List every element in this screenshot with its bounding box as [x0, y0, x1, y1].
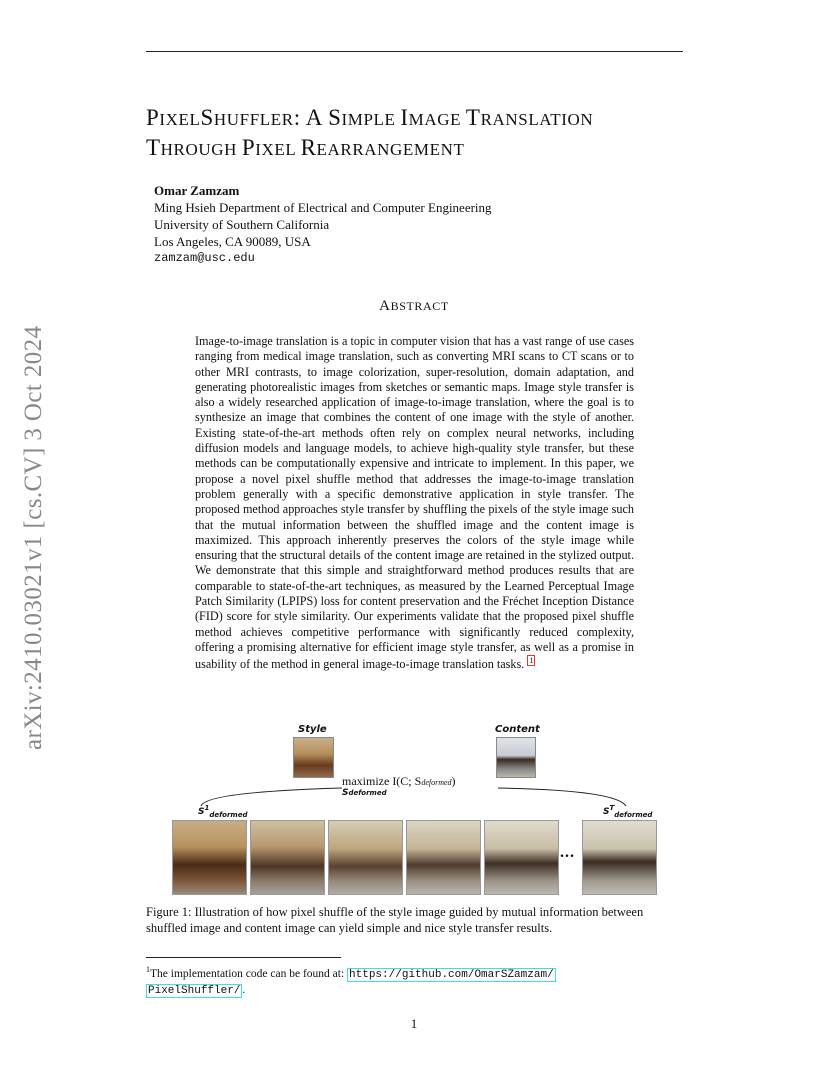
- first-frame-label: [198, 804, 247, 819]
- footnote-text: The implementation code can be found at:: [150, 967, 348, 980]
- shuffle-frame-4: [406, 820, 481, 895]
- author-address: Los Angeles, CA 90089, USA: [154, 234, 311, 249]
- title-part: P: [146, 105, 160, 130]
- last-frame-label: [603, 804, 652, 819]
- footnote-link[interactable]: 1: [529, 656, 534, 666]
- title-part: S: [328, 105, 342, 130]
- objective-close: ): [451, 774, 456, 788]
- title-part: RANSLATION: [480, 110, 594, 129]
- author-name: Omar Zamzam: [154, 183, 240, 198]
- title-part: MAGE: [408, 110, 466, 129]
- title-line-2: [146, 134, 706, 164]
- argmax-variable: [342, 788, 387, 798]
- abstract-heading: [0, 298, 828, 315]
- content-label: Content: [495, 724, 540, 735]
- objective-subscript: deformed: [421, 778, 452, 787]
- abstract-body: [195, 334, 634, 673]
- first-frame-subscript: deformed: [209, 810, 248, 819]
- paper-title: [146, 104, 706, 164]
- title-part: R: [300, 135, 317, 160]
- title-part: : A: [293, 105, 329, 130]
- author-affiliation: Ming Hsieh Department of Electrical and Computer Engineering: [154, 200, 492, 215]
- footnote-end: .: [242, 983, 246, 996]
- footnote-marker: 1: [146, 965, 150, 974]
- page-number: 1: [410, 1016, 418, 1031]
- heading-part: A: [379, 298, 391, 314]
- shuffle-frame-final: [582, 820, 657, 895]
- argmax-symbol: S: [342, 788, 349, 798]
- style-label: Style: [298, 724, 327, 735]
- first-frame-superscript: 1: [204, 804, 210, 812]
- ellipsis: ...: [560, 844, 575, 861]
- title-part: IMPLE: [341, 110, 401, 129]
- title-part: T: [465, 105, 481, 130]
- footnote-rule: [146, 957, 341, 958]
- argmax-subscript: deformed: [348, 789, 387, 797]
- code-link-part-1[interactable]: https://github.com/OmarSZamzam/: [349, 968, 554, 981]
- objective-equation: [342, 774, 456, 798]
- objective-text: maximize I(C; S: [342, 774, 422, 788]
- shuffle-frame-1: [172, 820, 247, 895]
- title-part: HROUGH: [160, 140, 242, 159]
- title-part: P: [241, 135, 256, 160]
- footnote: [146, 962, 686, 999]
- author-block: [154, 182, 492, 267]
- top-rule: [146, 51, 683, 52]
- last-frame-superscript: T: [609, 804, 615, 812]
- last-frame-subscript: deformed: [614, 810, 653, 819]
- figure-1: [146, 722, 683, 894]
- title-part: EARRANGEMENT: [316, 140, 465, 159]
- title-part: IXEL: [255, 140, 301, 159]
- shuffle-frame-3: [328, 820, 403, 895]
- figure-caption: Figure 1: Illustration of how pixel shuffle of the style image guided by mutual information between shuffled image and content image can yield simple and nice style transfer results.: [146, 905, 644, 935]
- arxiv-identifier: arXiv:2410.03021v1 [cs.CV] 3 Oct 2024: [20, 325, 47, 750]
- heading-part: BSTRACT: [390, 299, 449, 313]
- first-frame-symbol: S: [198, 807, 205, 817]
- title-part: HUFFLER: [213, 110, 294, 129]
- code-link-part-2[interactable]: PixelShuffler/: [148, 984, 241, 997]
- author-email[interactable]: zamzam@usc.edu: [154, 251, 255, 265]
- title-part: T: [146, 135, 161, 160]
- title-line-1: [146, 104, 706, 134]
- title-part: S: [200, 105, 214, 130]
- title-part: IXEL: [159, 110, 201, 129]
- abstract-text: Image-to-image translation is a topic in computer vision that has a vast range of use cases ranging from medical image translation, such as converting MRI scans to CT scans or to other MRI contrasts, to image colorization, super-resolution, domain adaptation, and generating photorealistic images from sketches or semantic maps. Image style transfer is also a widely researched application of image-to-image translation, where the goal is to synthesize an image that combines the content of one image with the style of another. Existing state-of-the-art methods often rely on complex neural networks, including diffusion models and language models, to achieve high-quality style transfer, but these methods can be computationally expensive and intricate to implement. In this paper, we propose a novel pixel shuffle method that addresses the image-to-image translation problem generally with a specific demonstrative application in style transfer. The proposed method approaches style transfer by shuffling the pixels of the style image such that the mutual information between the shuffled image and the content image is maximized. This approach inherently preserves the colors of the style image while ensuring that the structural details of the content image are retained in the stylized output. We demonstrate that this simple and straightforward method produces results that are comparable to state-of-the-art techniques, as measured by the Learned Perceptual Image Patch Similarity (LPIPS) loss for content preservation and the Fréchet Inception Distance (FID) score for style similarity. Our experiments validate that the proposed pixel shuffle method achieves competitive performance with significantly reduced complexity, offering a promising alternative for efficient image style transfer, as well as a promise in usability of the method in general image-to-image translation tasks.: [195, 334, 634, 672]
- shuffle-frame-5: [484, 820, 559, 895]
- shuffle-frame-2: [250, 820, 325, 895]
- title-part: I: [400, 105, 409, 130]
- last-frame-symbol: S: [603, 807, 610, 817]
- author-university: University of Southern California: [154, 217, 330, 232]
